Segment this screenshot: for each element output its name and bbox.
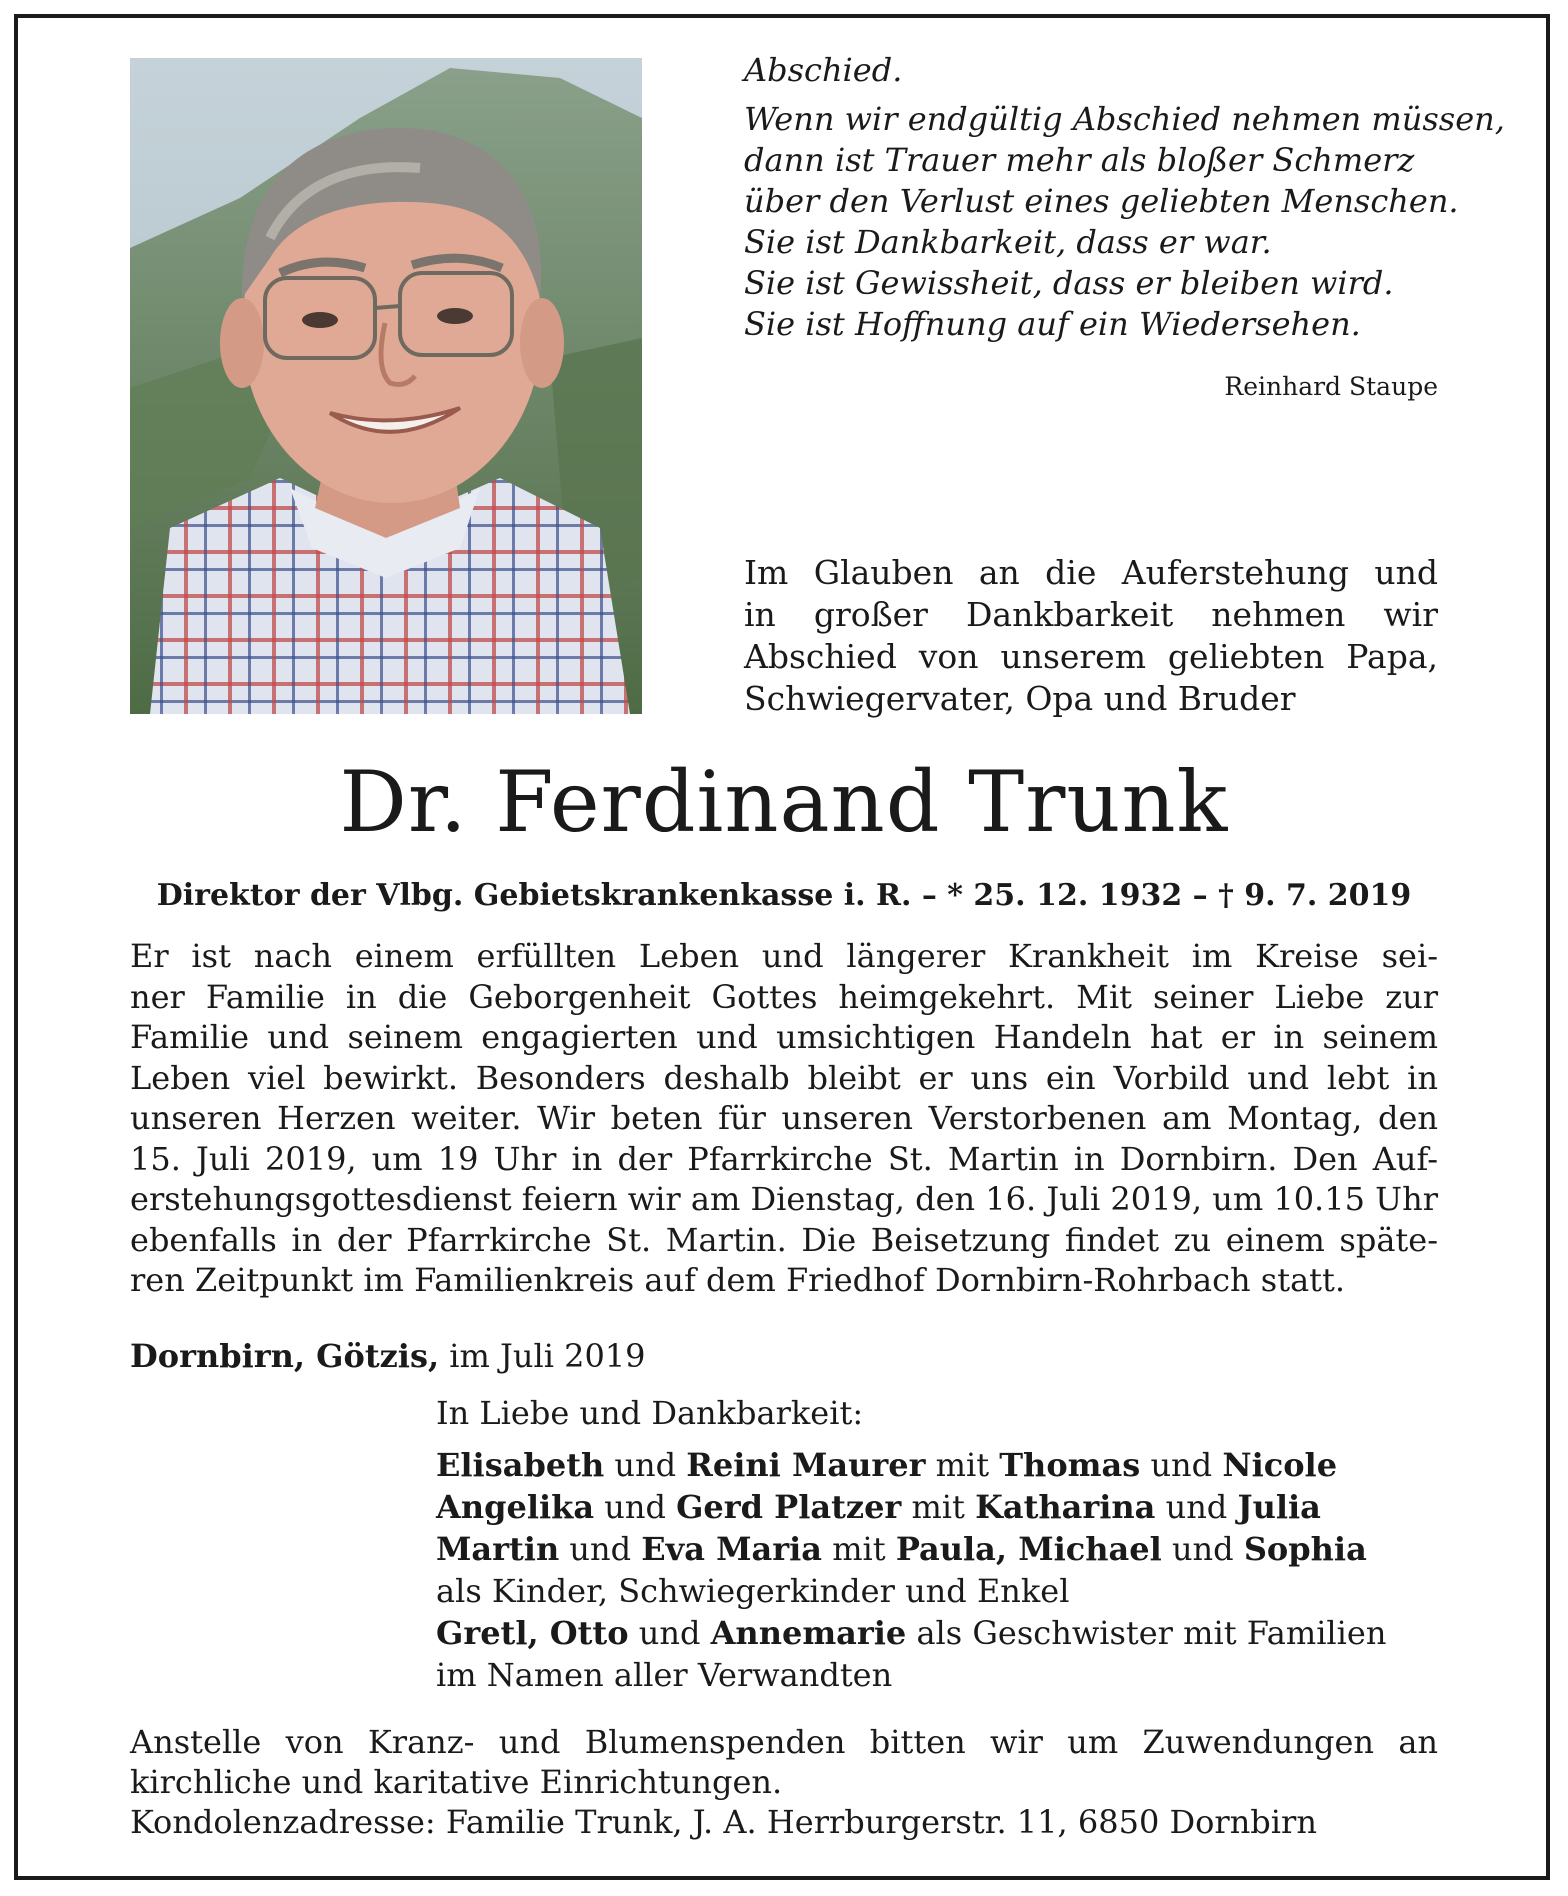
mourner-name: Gretl, Otto	[436, 1614, 629, 1652]
footer-line: kirchliche und karitative Einrichtungen.	[130, 1763, 783, 1801]
poem-title: Abschied.	[744, 51, 903, 89]
place-date	[130, 1336, 646, 1376]
mourner-name: Julia	[1237, 1488, 1321, 1526]
body-line: erstehungsgottesdienst feiern wir am Dienstag, den 16. Juli 2019, um 10.15 Uhr	[130, 1180, 1438, 1218]
mourners-line	[436, 1444, 1436, 1486]
mourner-name: Gerd Platzer	[676, 1488, 902, 1526]
poem-line: über den Verlust eines geliebten Menschen.	[744, 182, 1459, 220]
deceased-subtitle: Direktor der Vlbg. Gebietskrankenkasse i. R. – * 25. 12. 1932 – † 9. 7. 2019	[156, 878, 1412, 913]
portrait-photo	[130, 58, 642, 714]
condolence-address: Kondolenzadresse: Familie Trunk, J. A. Herrburgerstr. 11, 6850 Dornbirn	[130, 1803, 1317, 1841]
mourners-greeting: In Liebe und Dankbarkeit:	[436, 1394, 864, 1432]
body-line: ebenfalls in der Pfarrkirche St. Martin. Die Beisetzung findet zu einem späte-	[130, 1220, 1438, 1259]
intro-line: Schwiegervater, Opa und Bruder	[744, 679, 1296, 718]
mourner-name: Sophia	[1243, 1530, 1367, 1568]
connector: und	[1161, 1530, 1244, 1568]
mourner-name: Nicole	[1222, 1446, 1338, 1484]
poem-line: Wenn wir endgültig Abschied nehmen müssen,	[744, 100, 1505, 138]
connector: mit	[822, 1530, 896, 1568]
mourners-line: als Kinder, Schwiegerkinder und Enkel	[436, 1572, 1070, 1610]
body-line: Familie und seinem engagierten und umsichtigen Handeln hat er in seinem	[130, 1018, 1438, 1056]
intro-line: Im Glauben an die Auferstehung und	[744, 553, 1438, 592]
footer-note	[130, 1722, 1438, 1842]
body-line: ner Familie in die Geborgenheit Gottes heimgekehrt. Mit seiner Liebe zur	[130, 977, 1438, 1016]
mourner-name: Reini Maurer	[686, 1446, 926, 1484]
mourner-name: Katharina	[975, 1488, 1156, 1526]
poem	[744, 50, 1505, 345]
connector: und	[604, 1446, 687, 1484]
deceased-name: Dr. Ferdinand Trunk	[339, 753, 1229, 851]
connector: und	[559, 1530, 642, 1568]
mourners-line	[436, 1528, 1436, 1570]
intro-text	[744, 552, 1438, 720]
poem-line: Sie ist Dankbarkeit, dass er war.	[744, 223, 1272, 261]
body-line: Leben viel bewirkt. Besonders deshalb bleibt er uns ein Vorbild und lebt in	[130, 1058, 1438, 1097]
mourners-line	[436, 1612, 1436, 1654]
place-date-text: im Juli 2019	[439, 1337, 646, 1375]
portrait-illustration	[130, 58, 642, 714]
connector: und	[1155, 1488, 1238, 1526]
connector: und	[594, 1488, 677, 1526]
mourner-name: Martin	[436, 1530, 560, 1568]
connector: als Geschwister mit Familien	[906, 1614, 1387, 1652]
footer-line: Anstelle von Kranz- und Blumenspenden bitten wir um Zuwendungen an	[130, 1723, 1438, 1761]
mourner-name: Annemarie	[710, 1614, 907, 1652]
place-location: Dornbirn, Götzis,	[130, 1337, 440, 1375]
intro-line: Abschied von unserem geliebten Papa,	[744, 637, 1438, 676]
body-line: Er ist nach einem erfüllten Leben und längerer Krankheit im Kreise sei-	[130, 937, 1438, 975]
poem-line: Sie ist Hoffnung auf ein Wiedersehen.	[744, 305, 1361, 343]
connector: und	[1140, 1446, 1223, 1484]
mourners-line	[436, 1486, 1436, 1528]
intro-line: in großer Dankbarkeit nehmen wir	[744, 595, 1438, 634]
mourner-name: Paula, Michael	[895, 1530, 1162, 1568]
poem-line: dann ist Trauer mehr als bloßer Schmerz	[744, 141, 1415, 179]
body-line: 15. Juli 2019, um 19 Uhr in der Pfarrkirche St. Martin in Dornbirn. Den Auf-	[130, 1139, 1438, 1178]
obituary-body	[130, 936, 1438, 1301]
mourner-name: Elisabeth	[436, 1446, 605, 1484]
connector: und	[628, 1614, 711, 1652]
poem-line: Sie ist Gewissheit, dass er bleiben wird.	[744, 264, 1394, 302]
mourner-name: Thomas	[999, 1446, 1141, 1484]
body-line: ren Zeitpunkt im Familienkreis auf dem Friedhof Dornbirn-Rohrbach statt.	[130, 1261, 1346, 1299]
mourners	[436, 1392, 1436, 1696]
poem-author: Reinhard Staupe	[1224, 372, 1438, 401]
mourners-line: im Namen aller Verwandten	[436, 1656, 893, 1694]
body-line: unseren Herzen weiter. Wir beten für unseren Verstorbenen am Montag, den	[130, 1099, 1438, 1137]
mourner-name: Eva Maria	[641, 1530, 823, 1568]
mourner-name: Angelika	[436, 1488, 595, 1526]
connector: mit	[925, 1446, 1000, 1484]
connector: mit	[901, 1488, 976, 1526]
